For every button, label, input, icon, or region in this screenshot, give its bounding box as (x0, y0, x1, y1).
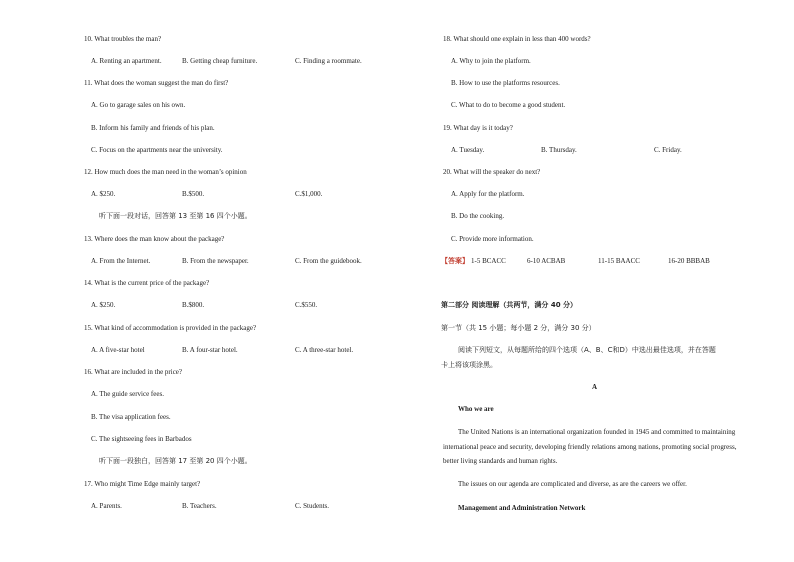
question-12-option-a: A. $250. (91, 190, 116, 198)
question-12-option-c: C.$1,000. (295, 190, 323, 198)
answer-group-3: 11-15 BAACC (598, 257, 640, 265)
question-19-option-a: A. Tuesday. (451, 146, 485, 154)
question-13-stem: 13. Where does the man know about the package? (84, 235, 225, 243)
answer-group-1: 1-5 BCACC (471, 257, 506, 265)
section-one-heading: 第一节（共 15 小题；每小题 2 分，满分 30 分） (441, 324, 596, 332)
question-17-option-c: C. Students. (295, 502, 330, 510)
question-17-stem: 17. Who might Time Edge mainly target? (84, 480, 201, 488)
part-two-heading: 第二部分 阅读理解（共两节，满分 40 分） (441, 301, 578, 309)
question-13-option-c: C. From the guidebook. (295, 257, 362, 265)
question-12-stem: 12. How much does the man need in the woman’s opinion (84, 168, 247, 176)
passage-paragraph-1-line-2: international peace and security, developing friendly relations among nations, promoting social progress, (443, 443, 737, 451)
question-16-option-c: C. The sightseeing fees in Barbados (91, 435, 192, 443)
question-18-option-b: B. How to use the platforms resources. (451, 79, 560, 87)
question-18-option-a: A. Why to join the platform. (451, 57, 531, 65)
question-20-stem: 20. What will the speaker do next? (443, 168, 541, 176)
question-18-option-c: C. What to do to become a good student. (451, 101, 566, 109)
question-13-option-a: A. From the Internet. (91, 257, 151, 265)
question-11-option-a: A. Go to garage sales on his own. (91, 101, 186, 109)
question-15-option-a: A. A five-star hotel (91, 346, 145, 354)
question-18-stem: 18. What should one explain in less than 400 words? (443, 35, 591, 43)
question-10-option-c: C. Finding a roommate. (295, 57, 362, 65)
passage-heading-who-we-are: Who we are (458, 405, 494, 413)
question-19-stem: 19. What day is it today? (443, 124, 513, 132)
passage-paragraph-1-line-3: better living standards and human rights. (443, 457, 558, 465)
listening-instruction-2: 听下面一段独白，回答第 17 至第 20 四个小题。 (99, 457, 252, 465)
question-14-option-b: B.$800. (182, 301, 205, 309)
question-20-option-b: B. Do the cooking. (451, 212, 505, 220)
question-13-option-b: B. From the newspaper. (182, 257, 249, 265)
question-14-stem: 14. What is the current price of the package? (84, 279, 210, 287)
passage-paragraph-2: The issues on our agenda are complicated and diverse, as are the careers we offer. (458, 480, 687, 488)
question-16-stem: 16. What are included in the price? (84, 368, 183, 376)
question-11-option-c: C. Focus on the apartments near the university. (91, 146, 223, 154)
question-11-option-b: B. Inform his family and friends of his plan. (91, 124, 215, 132)
question-11-stem: 11. What does the woman suggest the man do first? (84, 79, 229, 87)
reading-instruction-line-1: 阅读下列短文，从每题所给的四个选项（A、B、C和D）中选出最佳选项，并在答题 (458, 346, 716, 354)
question-15-option-c: C. A three-star hotel. (295, 346, 354, 354)
passage-label: A (592, 383, 598, 391)
question-17-option-b: B. Teachers. (182, 502, 217, 510)
question-15-option-b: B. A four-star hotel. (182, 346, 238, 354)
question-10-stem: 10. What troubles the man? (84, 35, 162, 43)
question-10-option-b: B. Getting cheap furniture. (182, 57, 258, 65)
question-17-option-a: A. Parents. (91, 502, 122, 510)
question-15-stem: 15. What kind of accommodation is provided in the package? (84, 324, 257, 332)
question-14-option-c: C.$550. (295, 301, 318, 309)
question-19-option-c: C. Friday. (654, 146, 682, 154)
question-10-option-a: A. Renting an apartment. (91, 57, 162, 65)
passage-heading-management: Management and Administration Network (458, 504, 586, 512)
answer-tag: 【答案】 (441, 257, 469, 265)
question-20-option-a: A. Apply for the platform. (451, 190, 525, 198)
question-19-option-b: B. Thursday. (541, 146, 577, 154)
question-14-option-a: A. $250. (91, 301, 116, 309)
question-20-option-c: C. Provide more information. (451, 235, 534, 243)
answer-group-4: 16-20 BBBAB (668, 257, 710, 265)
passage-paragraph-1-line-1: The United Nations is an international organization founded in 1945 and committed to maintaining (458, 428, 736, 436)
question-12-option-b: B.$500. (182, 190, 205, 198)
answer-group-2: 6-10 ACBAB (527, 257, 566, 265)
listening-instruction-1: 听下面一段对话，回答第 13 至第 16 四个小题。 (99, 212, 252, 220)
question-16-option-b: B. The visa application fees. (91, 413, 171, 421)
question-16-option-a: A. The guide service fees. (91, 390, 164, 398)
reading-instruction-line-2: 卡上将该项涂黑。 (441, 361, 497, 369)
